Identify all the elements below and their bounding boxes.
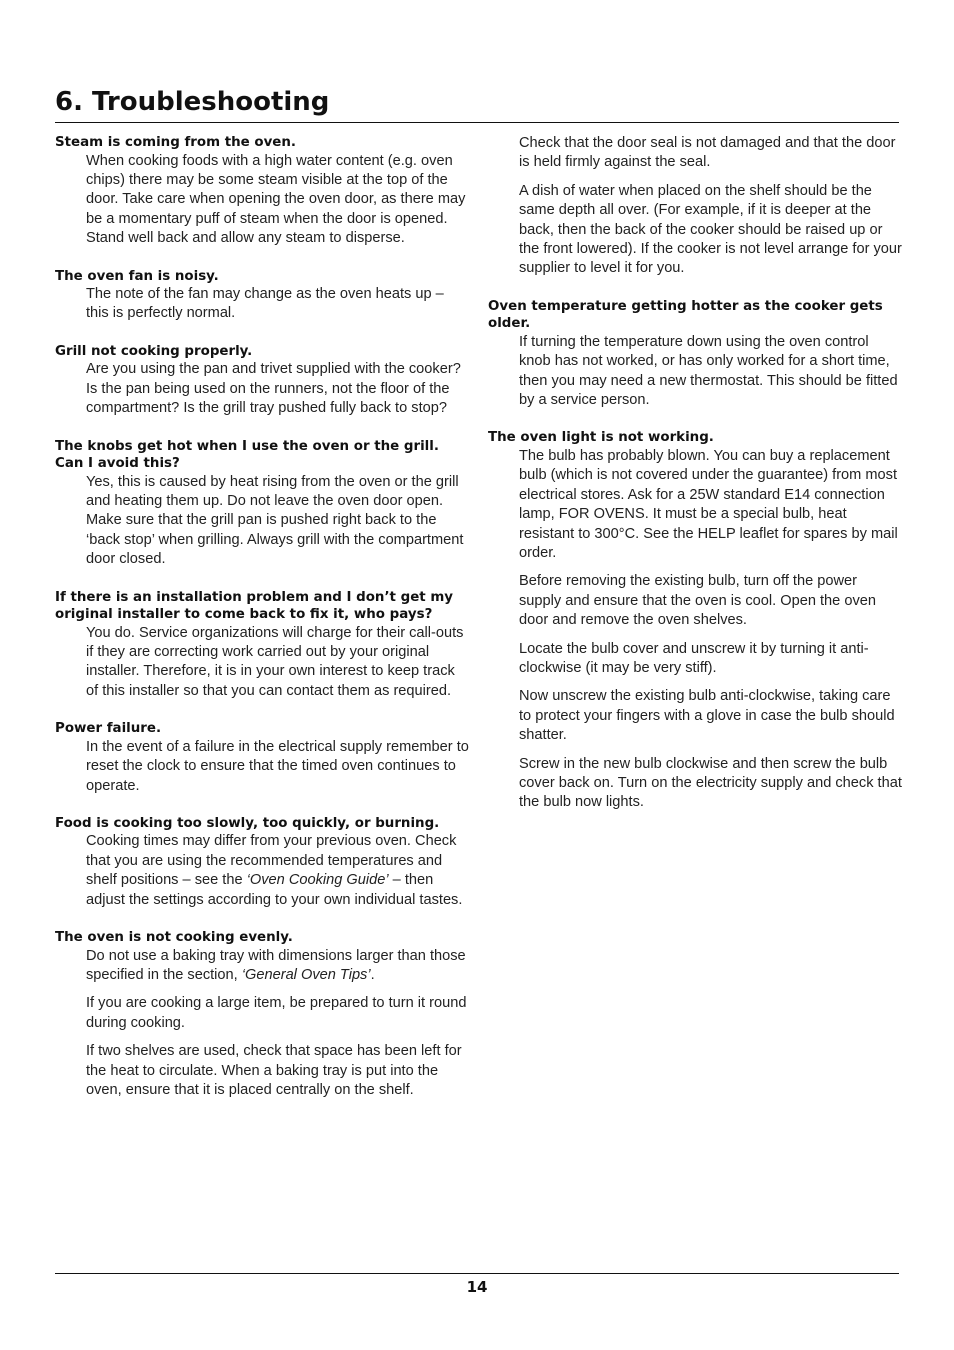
tips-reference: ‘General Oven Tips’ [241, 966, 371, 983]
question-heading: Grill not cooking properly. [55, 343, 253, 359]
answer-text-part: Do not use a baking tray with dimensions larger than those specified in the section, [86, 947, 466, 983]
faq-installation [55, 589, 469, 702]
question-heading: Food is cooking too slowly, too quickly, or burning. [55, 815, 440, 831]
faq-power-failure [55, 720, 469, 796]
answer-text: If two shelves are used, check that space has been left for the heat to circulate. When a baking tray is put into the oven, ensure that it is placed centrally on the shelf. [86, 1043, 462, 1098]
footer-divider [55, 1273, 899, 1274]
answer-text-part: Cooking times may differ from your previous oven. Check that you are using the recommended temperatures and shelf positions – see the [86, 833, 457, 889]
answer-text [86, 832, 469, 910]
title-divider [55, 122, 899, 123]
answer-text: Now unscrew the existing bulb anti-clockwise, taking care to protect your fingers with a glove in case the bulb should shatter. [519, 688, 895, 744]
answer-text: Locate the bulb cover and unscrew it by turning it anti-clockwise (it may be very stiff). [519, 640, 869, 677]
faq-cooking-speed [55, 815, 469, 910]
answer-text: You do. Service organizations will charge for their call-outs if they are correcting work carried out by your original installer. Therefore, it is in your own interest to keep track of this installer so that you can contact them as required. [86, 624, 464, 699]
faq-uneven-cooking [55, 929, 469, 1100]
faq-knobs-hot [55, 438, 469, 570]
guide-reference: ‘Oven Cooking Guide’ [246, 872, 389, 889]
faq-temperature-hotter [488, 298, 902, 411]
question-heading: If there is an installation problem and I don’t get my original installer to come back to fix it, who pays? [55, 589, 454, 623]
faq-steam [55, 134, 469, 249]
faq-grill [55, 343, 469, 419]
page-title: 6. Troubleshooting [55, 87, 330, 117]
answer-text-part: . [370, 966, 375, 983]
answer-text: Yes, this is caused by heat rising from the oven or the grill and heating them up. Do not leave the oven door open. Make sure that the grill pan is pushed right back to the ‘back stop’ when grilling. Always grill with the compartment door closed. [86, 473, 464, 568]
answer-text: Are you using the pan and trivet supplied with the cooker? Is the pan being used on the runners, not the floor of the compartment? Is the grill tray pushed fully back to stop? [86, 361, 461, 417]
answer-text: Before removing the existing bulb, turn off the power supply and ensure that the oven is cool. Open the oven door and remove the oven shelves. [519, 573, 876, 629]
answer-text: In the event of a failure in the electrical supply remember to reset the clock to ensure that the timed oven continues to operate. [86, 738, 469, 794]
page-number: 14 [466, 1278, 488, 1296]
question-heading: Oven temperature getting hotter as the cooker gets older. [488, 298, 883, 332]
answer-text: Check that the door seal is not damaged and that the door is held firmly against the seal. [519, 135, 896, 171]
answer-text [86, 947, 469, 986]
faq-fan-noisy [55, 268, 469, 324]
answer-text: Screw in the new bulb clockwise and then screw the bulb cover back on. Turn on the electricity supply and check that the bulb now lights. [519, 755, 902, 811]
right-column [488, 134, 902, 832]
question-heading: The oven is not cooking evenly. [55, 930, 293, 946]
faq-oven-light [488, 429, 902, 812]
answer-text: A dish of water when placed on the shelf should be the same depth all over. (For example, if it is deeper at the back, then the back of the cooker should be raised up or the front lowered). If the cooker is not level arrange for your supplier to level it for you. [519, 182, 902, 277]
faq-uneven-cooking-continued [488, 134, 902, 279]
answer-text: The bulb has probably blown. You can buy a replacement bulb (which is not covered under the guarantee) from most electrical stores. Ask for a 25W standard E14 connection lamp, FOR OVENS. It must be a special bulb, heat resistant to 300°C. See the HELP leaflet for spares by mail order. [519, 447, 898, 561]
answer-text: If you are cooking a large item, be prepared to turn it round during cooking. [86, 995, 467, 1031]
answer-text: If turning the temperature down using the oven control knob has not worked, or has only worked for a short time, then you may need a new thermostat. This should be fitted by a service person. [519, 333, 898, 409]
question-heading: The oven fan is noisy. [55, 268, 219, 284]
question-heading: Steam is coming from the oven. [55, 135, 297, 150]
answer-text-part: – then adjust the settings according to your own individual tastes. [86, 872, 463, 908]
left-column [55, 134, 469, 1119]
answer-text: When cooking foods with a high water content (e.g. oven chips) there may be some steam visible at the top of the door. Take care when opening the oven door, as there may be a momentary puff of steam when the door is opened. Stand well back and allow any steam to disperse. [86, 152, 466, 247]
answer-text: The note of the fan may change as the oven heats up – this is perfectly normal. [86, 286, 444, 322]
question-heading: The knobs get hot when I use the oven or the grill. Can I avoid this? [55, 438, 439, 472]
question-heading: Power failure. [55, 721, 162, 737]
question-heading: The oven light is not working. [488, 430, 714, 446]
